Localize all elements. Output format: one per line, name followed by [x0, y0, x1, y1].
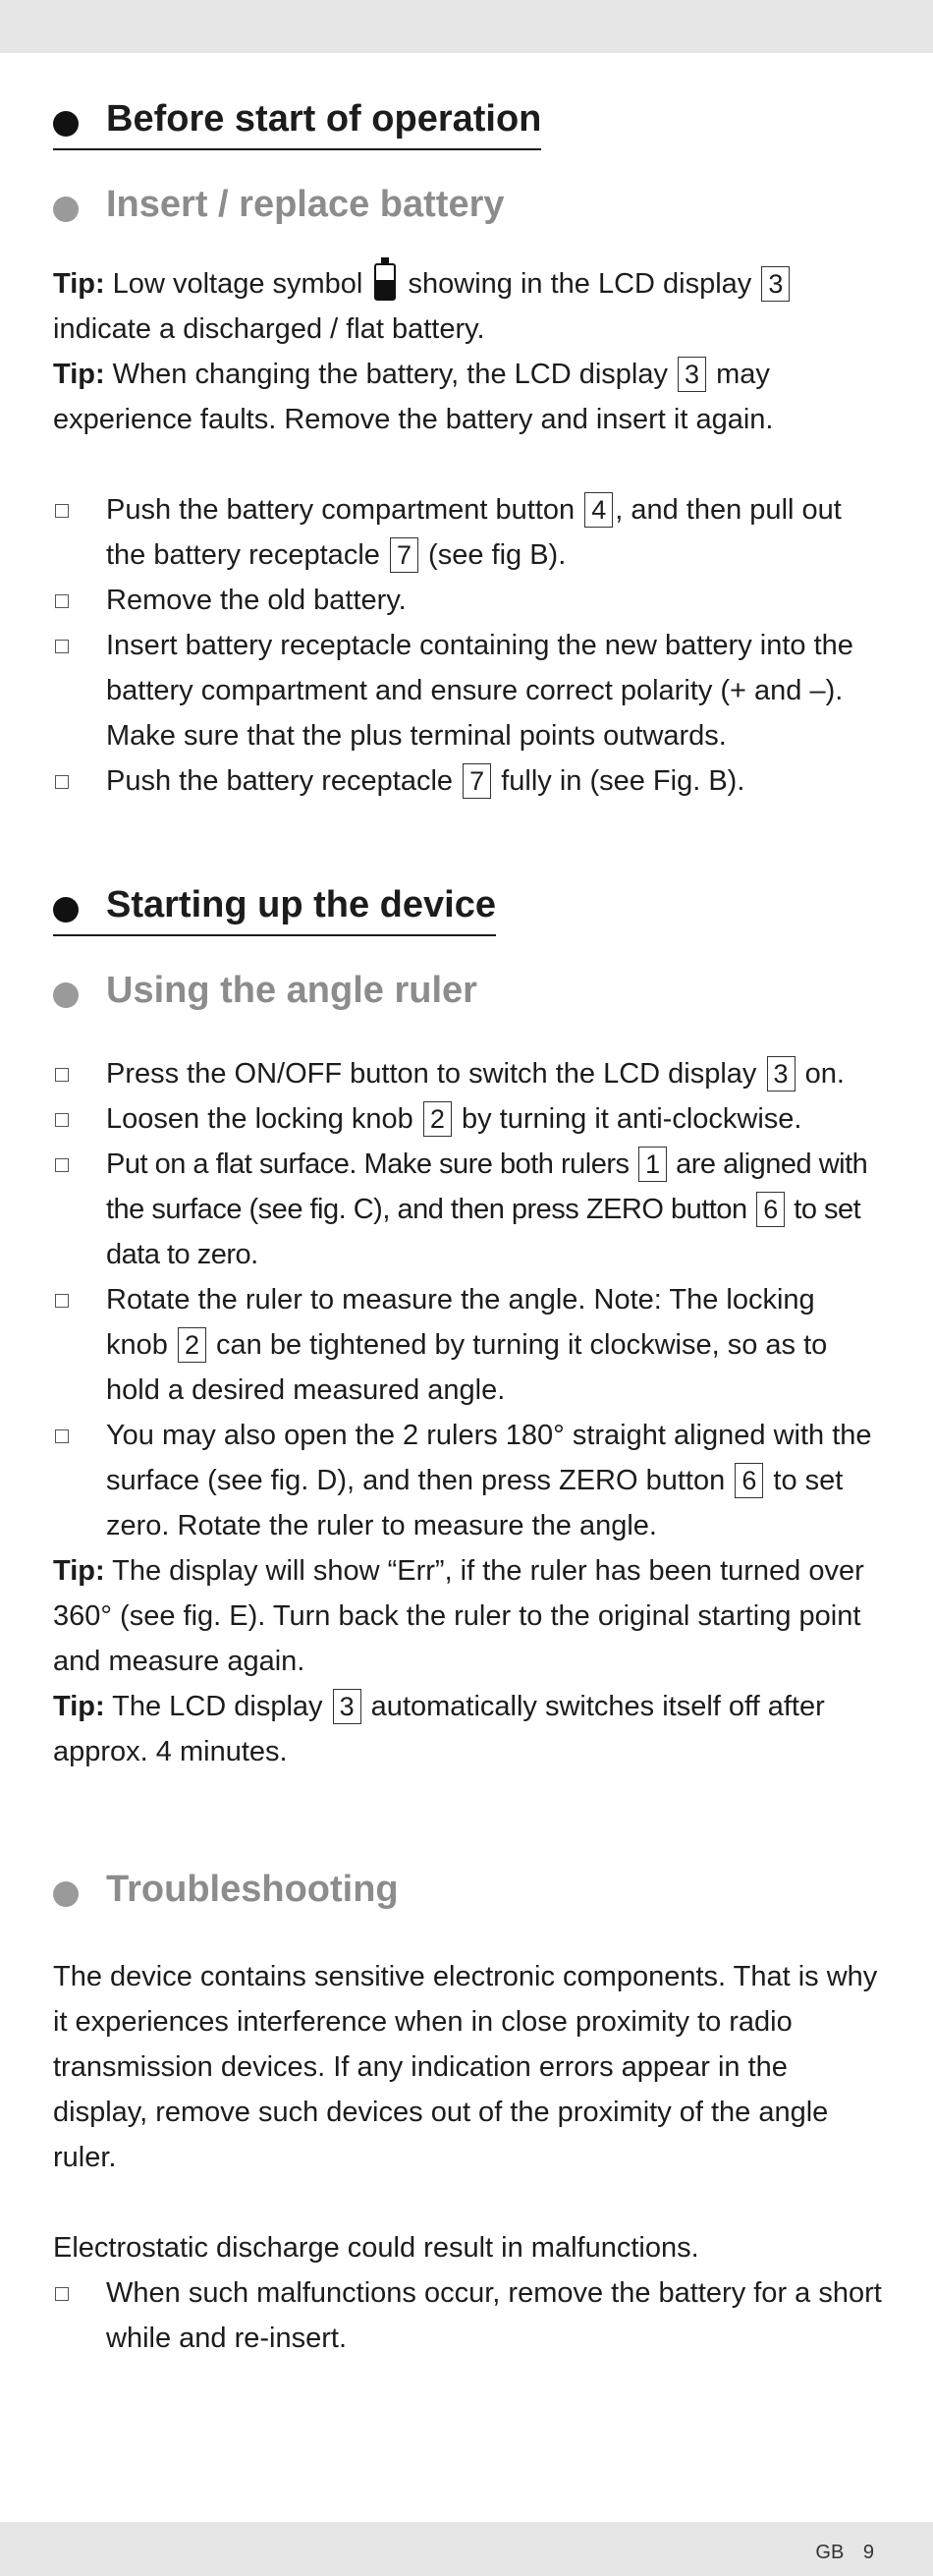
ref-number-box: 3 — [761, 266, 790, 302]
item-text: on. — [796, 1058, 845, 1090]
item-text: fully in (see Fig. B). — [493, 765, 745, 797]
tip-text: The LCD display — [104, 1691, 323, 1722]
checkbox-bullet-icon — [55, 1068, 69, 1082]
bullet-dot-icon — [53, 982, 79, 1008]
ref-number-box: 4 — [584, 492, 613, 528]
tip-text: showing in the LCD display — [408, 268, 752, 300]
subheading-troubleshooting — [53, 1869, 884, 1911]
checkbox-bullet-icon — [55, 640, 69, 653]
item-text: You may also open the 2 rulers 180° straight aligned with the surface (see fig. D), and then press ZERO button — [106, 1420, 872, 1496]
bullet-dot-icon — [53, 111, 79, 137]
list-item — [53, 2270, 884, 2361]
checkbox-bullet-icon — [55, 775, 69, 789]
tip-text: may experience faults. Remove the battery and insert it again. — [53, 359, 774, 435]
footer-page-number: 9 — [862, 2542, 874, 2563]
tip-text: The display will show “Err”, if the ruler has been turned over 360° (see fig. E). Turn back the ruler to the original starting point and measure again. — [53, 1555, 864, 1677]
ruler-steps-list — [53, 1051, 884, 1548]
checkbox-bullet-icon — [55, 594, 69, 608]
list-item — [53, 623, 884, 758]
ref-number-box: 2 — [423, 1101, 452, 1137]
tip-changing-battery — [53, 352, 884, 442]
tip-err-display — [53, 1548, 884, 1684]
item-text: , and then pull out the battery receptacle — [106, 494, 842, 571]
tip-auto-off — [53, 1684, 884, 1774]
ref-number-box: 6 — [735, 1463, 763, 1498]
bullet-dot-icon — [53, 897, 79, 923]
checkbox-bullet-icon — [55, 2287, 69, 2301]
battery-steps-list — [53, 487, 884, 804]
ref-number-box: 2 — [178, 1327, 206, 1363]
low-battery-icon — [374, 263, 396, 301]
top-bar — [0, 0, 933, 53]
footer-language: GB — [815, 2542, 845, 2563]
tip-text: indicate a discharged / flat battery. — [53, 313, 485, 345]
ref-number-box: 3 — [678, 357, 706, 392]
heading-text: Starting up the device — [106, 884, 496, 925]
item-text: Rotate the ruler to measure the angle. Note: The locking knob — [106, 1284, 815, 1361]
checkbox-bullet-icon — [55, 1113, 69, 1127]
list-item — [53, 1413, 884, 1548]
tip-label: Tip: — [53, 1691, 105, 1722]
item-text: can be tightened by turning it clockwise, so as to hold a desired measured angle. — [106, 1329, 828, 1406]
item-text: to set data to zero. — [106, 1194, 861, 1270]
checkbox-bullet-icon — [55, 504, 69, 518]
heading-starting-up — [53, 884, 496, 936]
checkbox-bullet-icon — [55, 1294, 69, 1308]
tip-label: Tip: — [53, 268, 105, 300]
tip-label: Tip: — [53, 359, 105, 390]
tip-text: automatically switches itself off after approx. 4 minutes. — [53, 1691, 825, 1767]
item-text: Loosen the locking knob — [106, 1103, 413, 1135]
subheading-text: Using the angle ruler — [106, 970, 477, 1011]
electrostatic-paragraph: Electrostatic discharge could result in malfunctions. — [53, 2232, 699, 2264]
troubleshooting-list — [53, 2270, 884, 2361]
ref-number-box: 1 — [638, 1147, 667, 1182]
list-item — [53, 578, 884, 623]
manual-page-content — [53, 98, 884, 2361]
item-text: When such malfunctions occur, remove the battery for a short while and re-insert. — [106, 2277, 882, 2354]
subheading-text: Insert / replace battery — [106, 184, 505, 225]
list-item — [53, 1096, 884, 1142]
tip-label: Tip: — [53, 1555, 105, 1587]
list-item — [53, 1142, 884, 1277]
ref-number-box: 6 — [756, 1192, 785, 1227]
item-text: Push the battery receptacle — [106, 765, 454, 797]
item-text: by turning it anti-clockwise. — [453, 1103, 802, 1135]
list-item — [53, 1277, 884, 1413]
ref-number-box: 7 — [390, 537, 418, 573]
item-text: Remove the old battery. — [106, 585, 407, 616]
list-item — [53, 758, 884, 804]
item-text: to set zero. Rotate the ruler to measure the angle. — [106, 1465, 844, 1541]
list-item — [53, 1051, 884, 1096]
ref-number-box: 7 — [463, 763, 491, 799]
checkbox-bullet-icon — [55, 1158, 69, 1172]
tip-low-voltage — [53, 261, 884, 352]
checkbox-bullet-icon — [55, 1429, 69, 1443]
item-text: (see fig B). — [419, 539, 567, 571]
subheading-angle-ruler — [53, 970, 884, 1012]
page-footer — [0, 2522, 933, 2576]
list-item — [53, 487, 884, 578]
item-text: Press the ON/OFF button to switch the LCD display — [106, 1058, 757, 1090]
ref-number-box: 3 — [767, 1056, 796, 1092]
item-text: Put on a flat surface. Make sure both rulers — [106, 1148, 630, 1180]
heading-text: Before start of operation — [106, 98, 542, 140]
heading-before-start — [53, 98, 541, 150]
item-text: Push the battery compartment button — [106, 494, 576, 526]
tip-text: Low voltage symbol — [104, 268, 363, 300]
troubleshooting-paragraph: The device contains sensitive electronic components. That is why it experiences interference when in close proximity to radio transmission devices. If any indication errors appear in the display, remove such devices out of the proximity of the angle ruler. — [53, 1961, 878, 2173]
subheading-insert-battery — [53, 184, 884, 226]
bullet-dot-icon — [53, 196, 79, 222]
subheading-text: Troubleshooting — [106, 1869, 399, 1910]
tip-text: When changing the battery, the LCD display — [104, 359, 668, 390]
ref-number-box: 3 — [333, 1689, 361, 1724]
item-text: are aligned with the surface (see fig. C), and then press ZERO button — [106, 1148, 868, 1225]
item-text: Insert battery receptacle containing the new battery into the battery compartment and ensure correct polarity (+ and –). Make sure that the plus terminal points outwards. — [106, 630, 853, 752]
bullet-dot-icon — [53, 1881, 79, 1907]
